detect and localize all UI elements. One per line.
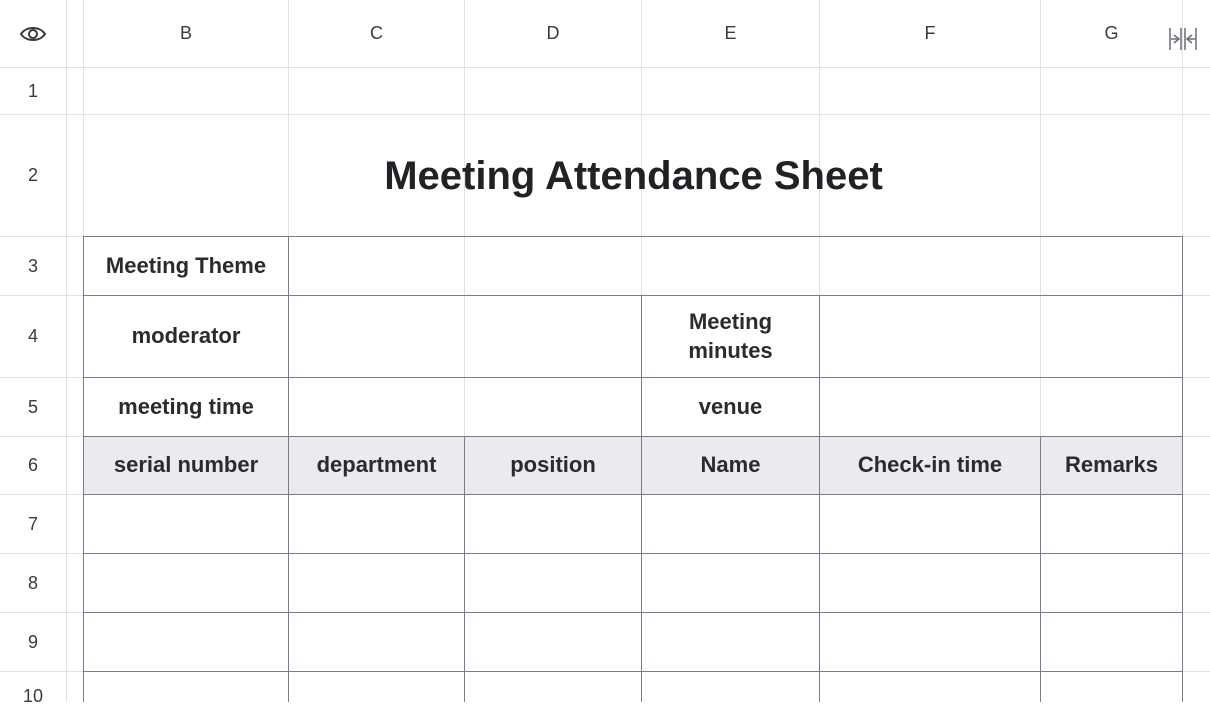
- table-cell[interactable]: [641, 612, 820, 672]
- row-header-4[interactable]: 4: [27, 326, 38, 346]
- row-header-8[interactable]: 8: [27, 572, 38, 593]
- column-header-f[interactable]: F: [924, 23, 936, 43]
- collapse-columns-button[interactable]: [1168, 24, 1198, 54]
- table-cell[interactable]: [83, 612, 289, 672]
- eye-icon: [19, 24, 47, 44]
- table-cell[interactable]: [819, 494, 1041, 554]
- table-cell[interactable]: [1040, 553, 1183, 613]
- table-cell[interactable]: [641, 553, 820, 613]
- header-check-in-time[interactable]: Check-in time: [819, 436, 1041, 495]
- column-header-d[interactable]: D: [546, 23, 560, 43]
- meeting-minutes-label[interactable]: Meeting minutes: [641, 295, 820, 378]
- meeting-minutes-input[interactable]: [819, 295, 1183, 378]
- meeting-theme-label[interactable]: Meeting Theme: [83, 236, 289, 296]
- meeting-time-input[interactable]: [288, 377, 642, 437]
- column-header-c[interactable]: C: [370, 23, 383, 43]
- table-cell[interactable]: [83, 494, 289, 554]
- table-cell[interactable]: [288, 553, 465, 613]
- table-cell[interactable]: [288, 494, 465, 554]
- header-position[interactable]: position: [464, 436, 642, 495]
- column-header-g[interactable]: G: [1104, 23, 1119, 43]
- table-cell[interactable]: [1040, 612, 1183, 672]
- table-cell[interactable]: [464, 494, 642, 554]
- row-header-7[interactable]: 7: [27, 513, 38, 534]
- table-cell[interactable]: [464, 671, 642, 702]
- table-cell[interactable]: [464, 553, 642, 613]
- row-header-1[interactable]: 1: [27, 80, 38, 101]
- table-cell[interactable]: [83, 671, 289, 702]
- header-serial-number[interactable]: serial number: [83, 436, 289, 495]
- column-header-e[interactable]: E: [724, 23, 737, 43]
- table-cell[interactable]: [1040, 494, 1183, 554]
- row-header-3[interactable]: 3: [27, 255, 38, 276]
- moderator-input[interactable]: [288, 295, 642, 378]
- table-cell[interactable]: [83, 553, 289, 613]
- header-remarks[interactable]: Remarks: [1040, 436, 1183, 495]
- row-header-2[interactable]: 2: [27, 165, 38, 185]
- table-cell[interactable]: [819, 553, 1041, 613]
- meeting-time-label[interactable]: meeting time: [83, 377, 289, 437]
- venue-label[interactable]: venue: [641, 377, 820, 437]
- table-cell[interactable]: [819, 612, 1041, 672]
- row-header-5[interactable]: 5: [27, 396, 38, 417]
- table-cell[interactable]: [464, 612, 642, 672]
- moderator-label[interactable]: moderator: [83, 295, 289, 378]
- row-header-6[interactable]: 6: [27, 455, 38, 475]
- table-cell[interactable]: [641, 671, 820, 702]
- page-title[interactable]: Meeting Attendance Sheet: [384, 153, 883, 198]
- meeting-theme-input[interactable]: [288, 236, 1183, 296]
- venue-input[interactable]: [819, 377, 1183, 437]
- toggle-visibility-button[interactable]: [0, 0, 66, 67]
- table-cell[interactable]: [288, 612, 465, 672]
- row-header-9[interactable]: 9: [27, 631, 38, 652]
- header-department[interactable]: department: [288, 436, 465, 495]
- table-cell[interactable]: [819, 671, 1041, 702]
- column-header-b[interactable]: B: [179, 23, 192, 43]
- table-cell[interactable]: [641, 494, 820, 554]
- collapse-columns-icon: [1168, 24, 1198, 54]
- header-name[interactable]: Name: [641, 436, 820, 495]
- table-cell[interactable]: [288, 671, 465, 702]
- table-cell[interactable]: [1040, 671, 1183, 702]
- row-header-10[interactable]: 10: [22, 686, 44, 706]
